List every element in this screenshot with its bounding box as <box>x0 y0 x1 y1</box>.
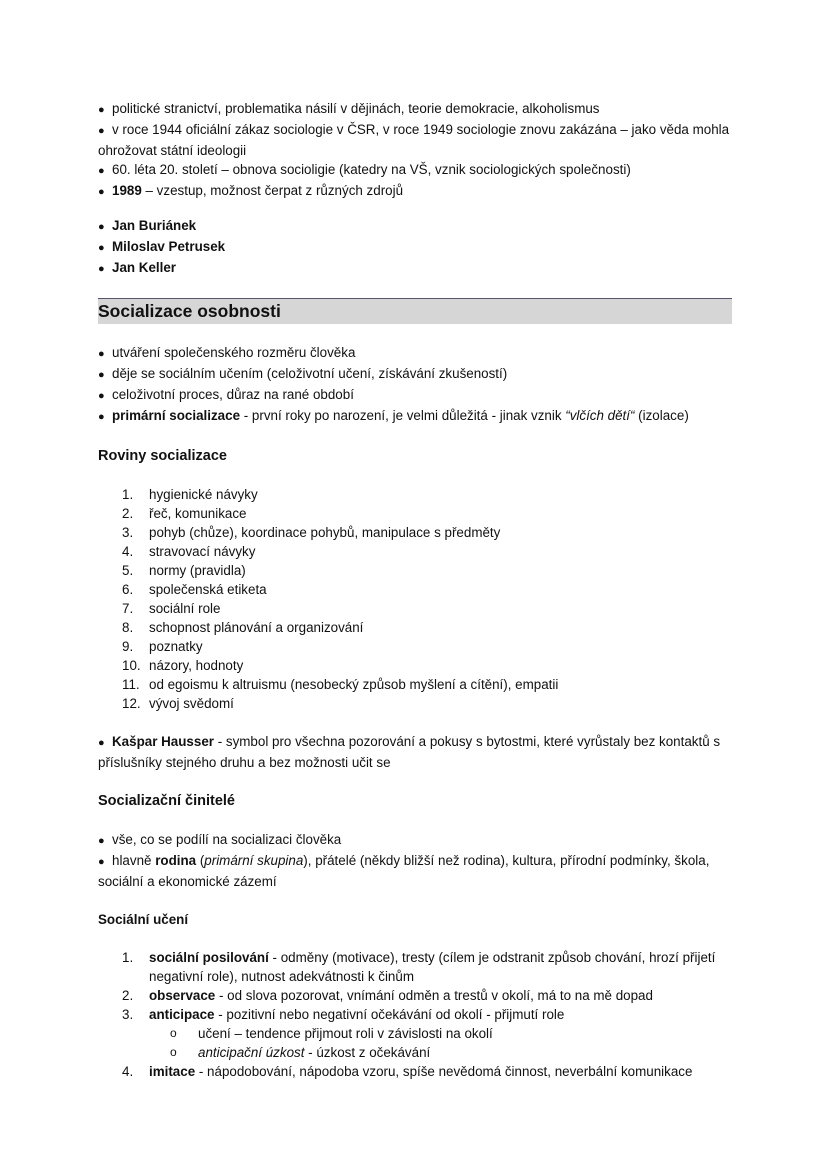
bullet-icon: ● <box>98 856 105 868</box>
list-item <box>122 523 732 542</box>
list-item <box>122 580 732 599</box>
item-text: - první roky po narození, je velmi důležitá - jinak vznik <box>240 408 566 423</box>
list-item <box>98 99 732 120</box>
bullet-icon: ● <box>98 835 105 847</box>
item-italic: anticipační úzkost <box>198 1045 305 1060</box>
item-number: 10. <box>122 658 141 673</box>
list-item <box>98 851 732 891</box>
document-page <box>98 99 732 1081</box>
cinitele-bullet-list <box>98 830 732 891</box>
list-item <box>98 258 732 279</box>
item-bold: rodina <box>155 853 197 868</box>
list-item <box>122 561 732 580</box>
item-bold: sociální posilování <box>149 950 269 965</box>
list-item <box>98 237 732 258</box>
list-item <box>122 656 732 675</box>
bullet-icon: ● <box>98 390 105 402</box>
bullet-icon: ● <box>98 165 105 177</box>
item-number: 3. <box>122 1007 134 1022</box>
item-text: stravovací návyky <box>149 544 256 559</box>
item-text: hlavně <box>112 853 156 868</box>
item-text: 60. léta 20. století – obnova socioligie (katedry na VŠ, vznik sociologických společnosti) <box>112 162 631 177</box>
socialni-uceni-numbered-list <box>98 948 732 1081</box>
bullet-icon: ● <box>98 263 105 275</box>
sub-list-item <box>170 1043 732 1062</box>
item-text: - pozitivní nebo negativní očekávání od okolí - přijmutí role <box>214 1007 565 1022</box>
item-number: 8. <box>122 620 134 635</box>
kaspar-hausser-paragraph <box>98 732 732 772</box>
list-item <box>122 504 732 523</box>
name-text: Miloslav Petrusek <box>112 239 226 254</box>
item-text: od egoismu k altruismu (nesobecký způsob myšlení a cítění), empatii <box>149 677 559 692</box>
item-text: v roce 1944 oficiální zákaz sociologie v ČSR, v roce 1949 sociologie znovu zakázána – jako věda mohla ohrožovat státní ideologii <box>98 122 730 158</box>
item-number: 5. <box>122 563 134 578</box>
roviny-numbered-list <box>98 485 732 713</box>
item-text: - nápodobování, nápodoba vzoru, spíše nevědomá činnost, neverbální komunikace <box>195 1064 693 1079</box>
item-bold: primární socializace <box>112 408 241 423</box>
item-text: sociální role <box>149 601 221 616</box>
list-item <box>98 160 732 181</box>
item-text: - symbol pro všechna pozorování a pokusy s bytostmi, které vyrůstaly bez kontaktů s příslušníky stejného druhu a bez možnosti učit se <box>98 734 721 770</box>
item-number: 12. <box>122 696 141 711</box>
bullet-icon: ● <box>98 348 105 360</box>
item-text: názory, hodnoty <box>149 658 244 673</box>
list-item <box>122 1062 732 1081</box>
item-italic: “vlčích dětí“ <box>565 408 635 423</box>
item-number: 4. <box>122 544 134 559</box>
list-item <box>122 986 732 1005</box>
item-number: 1. <box>122 950 134 965</box>
item-number: 2. <box>122 506 134 521</box>
item-italic: primární skupina <box>204 853 304 868</box>
item-bold: Kašpar Hausser <box>112 734 214 749</box>
item-number: 2. <box>122 988 134 1003</box>
item-text: řeč, komunikace <box>149 506 247 521</box>
list-item <box>122 637 732 656</box>
item-text: politické stranictví, problematika násilí v dějinách, teorie demokracie, alkoholismus <box>112 101 600 116</box>
bullet-icon: ● <box>98 411 105 423</box>
item-number: 1. <box>122 487 134 502</box>
item-text: učení – tendence přijmout roli v závislosti na okolí <box>198 1026 493 1041</box>
list-item <box>98 181 732 202</box>
bullet-icon: ● <box>98 737 105 749</box>
list-item <box>98 343 732 364</box>
list-item <box>98 406 732 427</box>
item-number: 3. <box>122 525 134 540</box>
list-item <box>98 216 732 237</box>
list-item <box>98 830 732 851</box>
bullet-icon: ● <box>98 221 105 233</box>
subheading-roviny: Roviny socializace <box>98 448 227 464</box>
anticipace-sub-list <box>122 1024 732 1062</box>
list-item <box>122 1005 732 1062</box>
item-number: 11. <box>122 677 140 692</box>
bullet-icon: ● <box>98 186 105 198</box>
socialization-bullet-list <box>98 343 732 427</box>
item-text: - odměny (motivace), tresty (cílem je odstranit způsob chování, hrozí přijetí negativní role), nutnost adekvátnosti k činům <box>149 950 716 984</box>
item-text: schopnost plánování a organizování <box>149 620 364 635</box>
item-text: utváření společenského rozměru člověka <box>112 345 356 360</box>
item-number: 6. <box>122 582 134 597</box>
item-text: - od slova pozorovat, vnímání odměn a trestů v okolí, má to na mě dopad <box>215 988 653 1003</box>
item-text: ( <box>196 853 205 868</box>
sociologist-names-list <box>98 216 732 279</box>
list-item <box>122 485 732 504</box>
item-number: 9. <box>122 639 134 654</box>
subheading-socialni-uceni: Sociální učení <box>98 912 189 927</box>
list-item <box>98 364 732 385</box>
section-heading: Socializace osobnosti <box>98 298 732 324</box>
list-item <box>122 948 732 986</box>
item-bold: imitace <box>149 1064 196 1079</box>
item-text: společenská etiketa <box>149 582 267 597</box>
item-bold: observace <box>149 988 216 1003</box>
name-text: Jan Buriánek <box>112 218 197 233</box>
item-text: hygienické návyky <box>149 487 258 502</box>
name-text: Jan Keller <box>112 260 177 275</box>
list-item <box>122 694 732 713</box>
list-item <box>122 599 732 618</box>
sub-list-item <box>170 1024 732 1043</box>
item-text: vše, co se podílí na socializaci člověka <box>112 832 342 847</box>
item-bold: anticipace <box>149 1007 215 1022</box>
item-text: – vzestup, možnost čerpat z různých zdrojů <box>141 183 404 198</box>
circle-bullet-icon: o <box>170 1026 177 1040</box>
circle-bullet-icon: o <box>170 1045 177 1059</box>
item-bold: 1989 <box>112 183 142 198</box>
list-item <box>122 542 732 561</box>
list-item <box>122 618 732 637</box>
bullet-icon: ● <box>98 125 105 137</box>
item-text: děje se sociálním učením (celoživotní učení, získávání zkušeností) <box>112 366 508 381</box>
list-item <box>98 120 732 160</box>
item-text: vývoj svědomí <box>149 696 234 711</box>
item-text: ), přátelé (někdy bližší než rodina), kultura, přírodní podmínky, škola, sociální a ekonomické zázemí <box>98 853 710 889</box>
list-item <box>122 675 732 694</box>
item-number: 7. <box>122 601 134 616</box>
subheading-cinitele: Socializační činitelé <box>98 793 235 809</box>
item-text: pohyb (chůze), koordinace pohybů, manipulace s předměty <box>149 525 501 540</box>
intro-bullet-list <box>98 99 732 202</box>
bullet-icon: ● <box>98 242 105 254</box>
item-text: poznatky <box>149 639 203 654</box>
bullet-icon: ● <box>98 369 105 381</box>
item-tail: (izolace) <box>634 408 689 423</box>
list-item <box>98 385 732 406</box>
item-text: - úzkost z očekávání <box>304 1045 431 1060</box>
item-number: 4. <box>122 1064 134 1079</box>
item-text: normy (pravidla) <box>149 563 246 578</box>
bullet-icon: ● <box>98 104 105 116</box>
item-text: celoživotní proces, důraz na rané období <box>112 387 354 402</box>
